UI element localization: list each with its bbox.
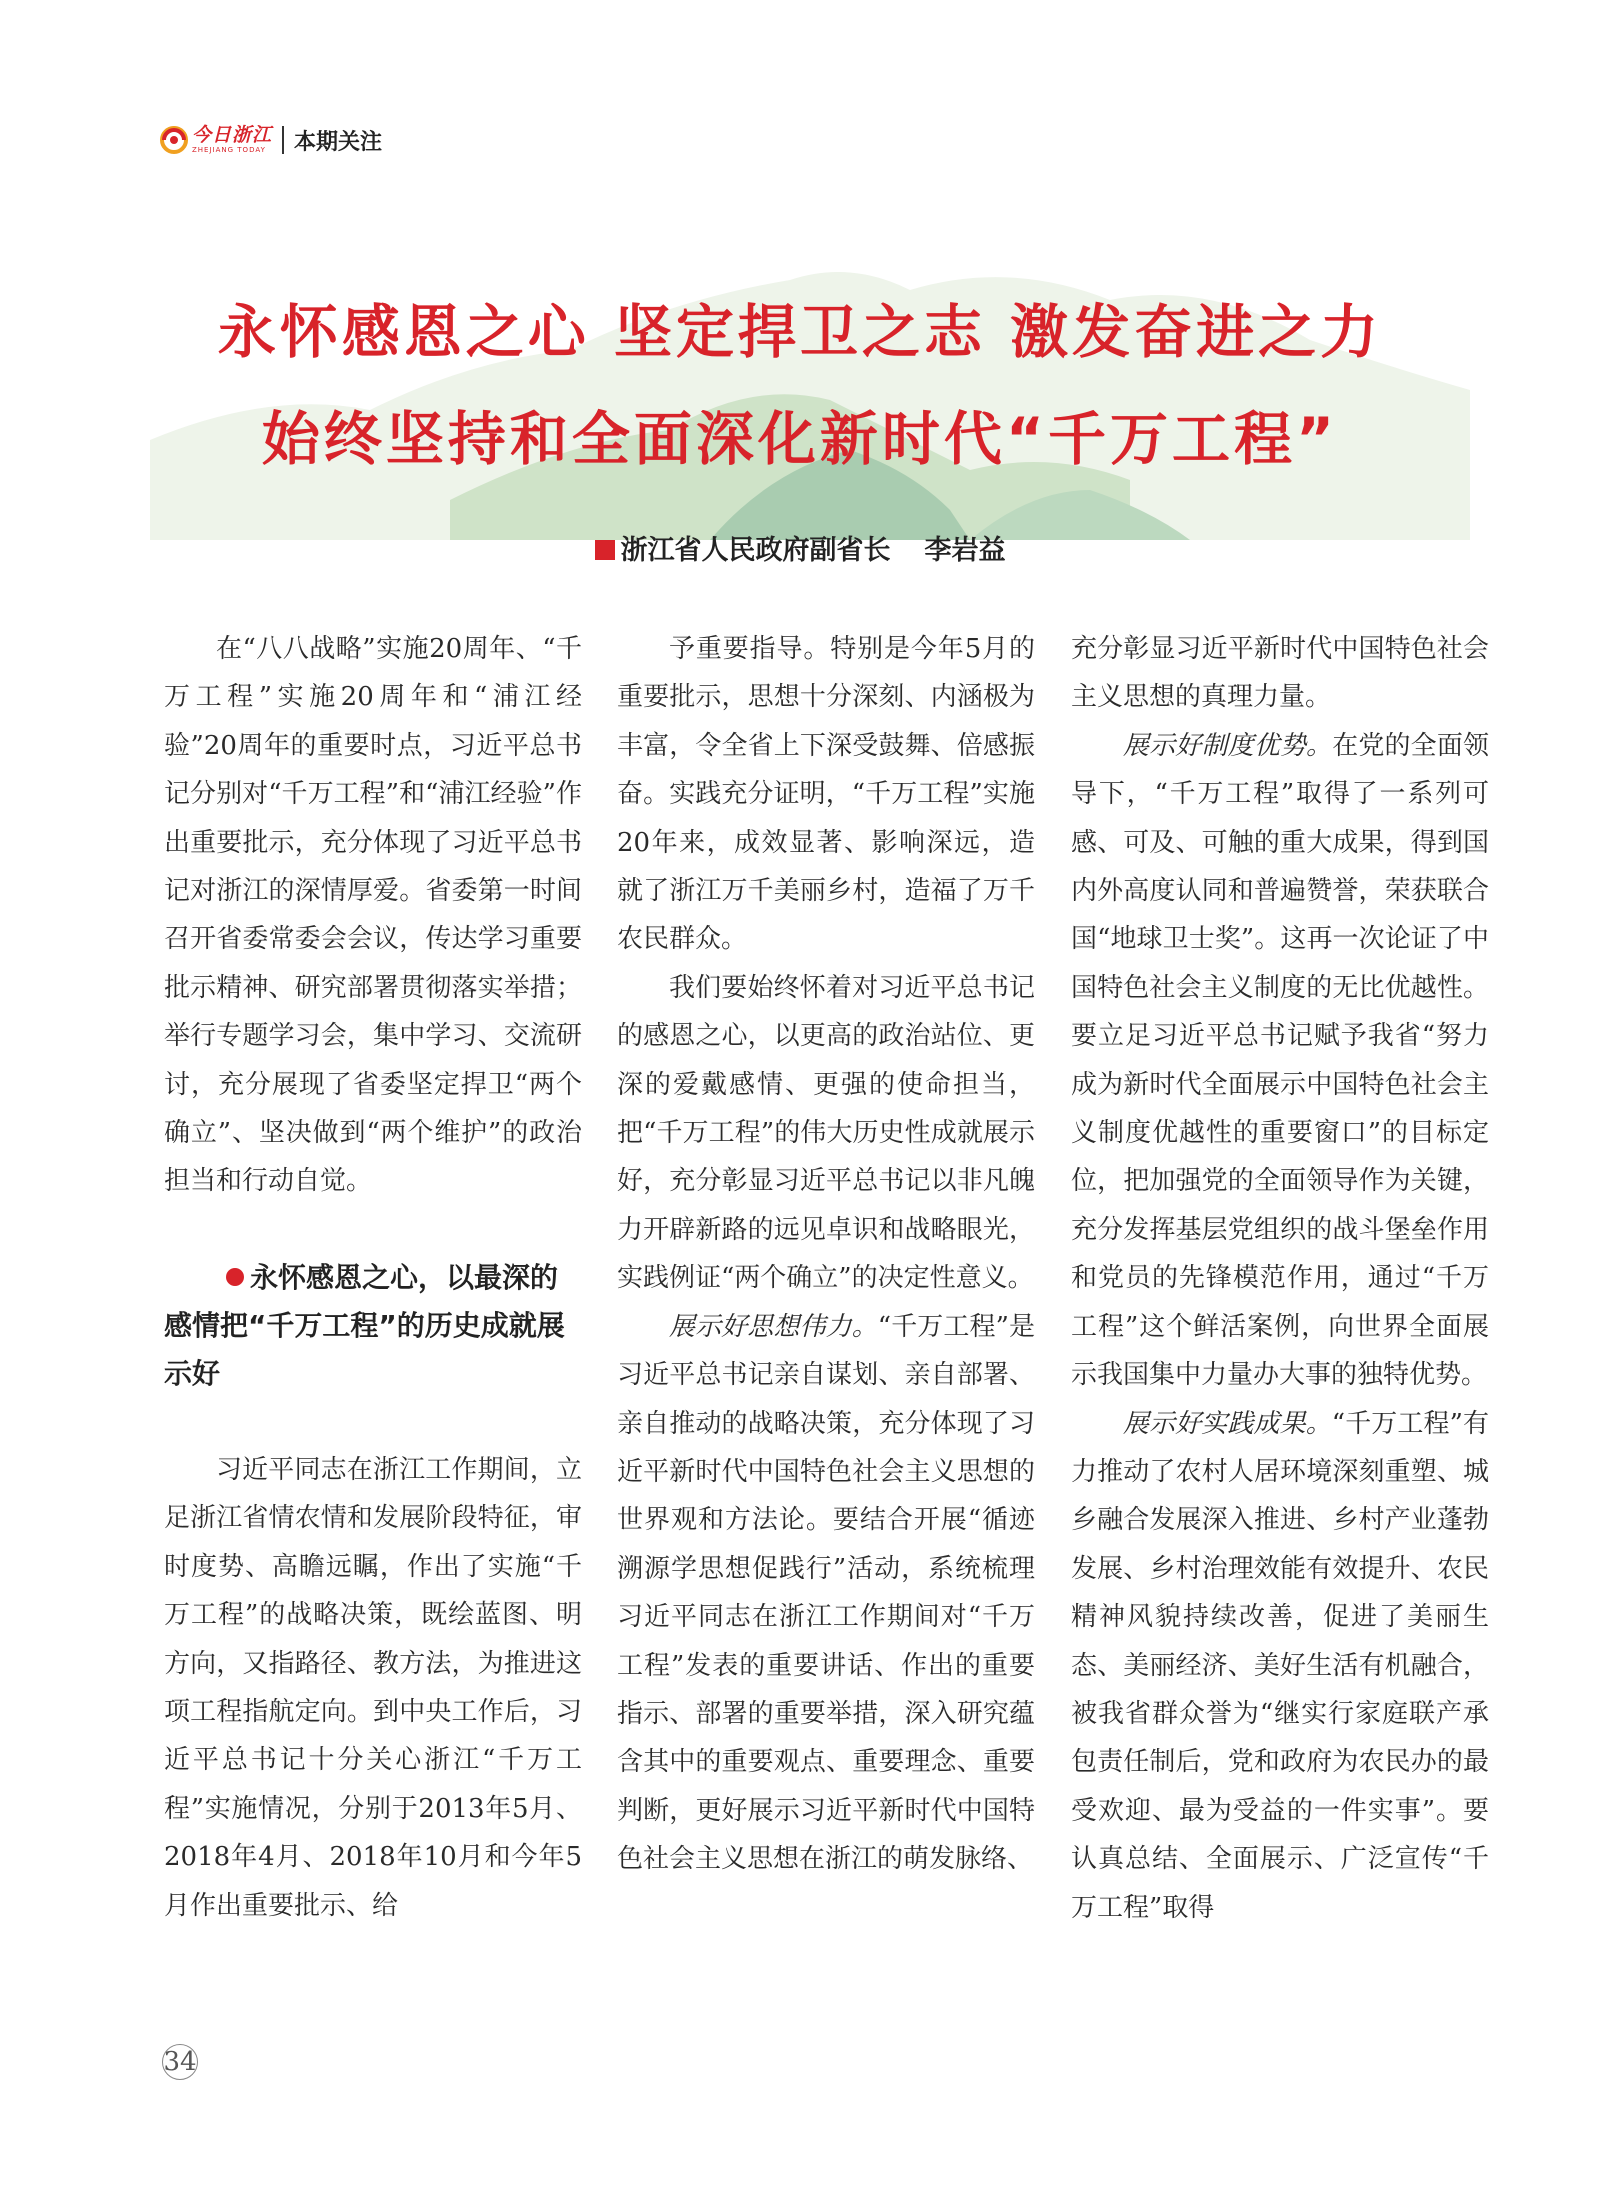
article-column-1 bbox=[164, 625, 582, 1930]
paragraph: 在“八八战略”实施20周年、“千万工程”实施20周年和“浦江经验”20周年的重要时点，习近平总书记分别对“千万工程”和“浦江经验”作出重要批示，充分体现了习近平总书记对浙江的深情厚爱。省委第一时间召开省委常委会会议，传达学习重要批示精神、研究部署贯彻落实举措；举行专题学习会，集中学习、交流研讨，充分展现了省委坚定捍卫“两个确立”、坚决做到“两个维护”的政治担当和行动自觉。 bbox=[164, 634, 582, 1197]
paragraph-body: “千万工程”有力推动了农村人居环境深刻重塑、城乡融合发展深入推进、乡村产业蓬勃发展、乡村治理效能有效提升、农民精神风貌持续改善，促进了美丽生态、美丽经济、美好生活有机融合，被我省群众誉为“继实行家庭联产承包责任制后，党和政府为农民办的最受欢迎、最为受益的一件实事”。要认真总结、全面展示、广泛宣传“千万工程”取得 bbox=[1071, 1408, 1489, 1923]
headline-line-1: 永怀感恩之心 坚定捍卫之志 激发奋进之力 bbox=[217, 298, 1383, 366]
header-divider bbox=[282, 126, 284, 154]
paragraph: 习近平同志在浙江工作期间，立足浙江省情农情和发展阶段特征，审时度势、高瞻远瞩，作出了实施“千万工程”的战略决策，既绘蓝图、明方向，又指路径、教方法，为推进这项工程指航定向。到中央工作后，习近平总书记十分关心浙江“千万工程”实施情况，分别于2013年5月、2018年4月、2018年10月和今年5月作出重要批示、给 bbox=[164, 1454, 582, 1921]
paragraph bbox=[1071, 722, 1489, 1400]
paragraph-lead: 展示好思想伟力。 bbox=[669, 1311, 878, 1342]
logo-swirl-icon bbox=[160, 126, 188, 154]
paragraph-body: “千万工程”是习近平总书记亲自谋划、亲自部署、亲自推动的战略决策，充分体现了习近平新时代中国特色社会主义思想的世界观和方法论。要结合开展“循迹溯源学思想促践行”活动，系统梳理习近平同志在浙江工作期间对“千万工程”发表的重要讲话、作出的重要指示、部署的重要举措，深入研究蕴含其中的重要观点、重要理念、重要判断，更好展示习近平新时代中国特色社会主义思想在浙江的萌发脉络、 bbox=[617, 1311, 1035, 1875]
paragraph bbox=[617, 1303, 1035, 1884]
logo-text: 今日浙江 bbox=[192, 124, 273, 146]
paragraph-lead: 展示好制度优势。 bbox=[1123, 730, 1333, 761]
red-square-icon bbox=[595, 540, 615, 560]
paragraph bbox=[1071, 1400, 1489, 1932]
masthead bbox=[160, 120, 382, 160]
section-heading bbox=[164, 1254, 582, 1398]
logo-subtext: ZHEJIANG TODAY bbox=[192, 146, 266, 154]
paragraph: 我们要始终怀着对习近平总书记的感恩之心，以更高的政治站位、更深的爱戴感情、更强的使命担当，把“千万工程”的伟大历史性成就展示好，充分彰显习近平总书记以非凡魄力开辟新路的远见卓识和战略眼光，实践例证“两个确立”的决定性意义。 bbox=[617, 972, 1035, 1294]
paragraph-body: 在党的全面领导下，“千万工程”取得了一系列可感、可及、可触的重大成果，得到国内外高度认同和普遍赞誉，荣获联合国“地球卫士奖”。这再一次论证了中国特色社会主义制度的无比优越性。要立足习近平总书记赋予我省“努力成为新时代全面展示中国特色社会主义制度优越性的重要窗口”的目标定位，把加强党的全面领导作为关键，充分发挥基层党组织的战斗堡垒作用和党员的先锋模范作用，通过“千万工程”这个鲜活案例，向世界全面展示我国集中力量办大事的独特优势。 bbox=[1071, 730, 1489, 1391]
paragraph-lead: 展示好实践成果。 bbox=[1123, 1408, 1332, 1439]
author-role: 浙江省人民政府副省长 bbox=[620, 535, 891, 566]
page-number: 34 bbox=[162, 2044, 198, 2080]
byline bbox=[0, 528, 1600, 567]
section-label: 本期关注 bbox=[294, 129, 383, 155]
article-column-3 bbox=[1071, 625, 1489, 1932]
magazine-logo bbox=[160, 126, 272, 154]
headline-line-2: 始终坚持和全面深化新时代“千万工程” bbox=[261, 405, 1339, 473]
red-dot-icon bbox=[226, 1268, 244, 1286]
paragraph: 充分彰显习近平新时代中国特色社会主义思想的真理力量。 bbox=[1071, 634, 1489, 713]
article-column-2 bbox=[617, 625, 1035, 1884]
paragraph: 予重要指导。特别是今年5月的重要批示，思想十分深刻、内涵极为丰富，令全省上下深受鼓舞、倍感振奋。实践充分证明，“千万工程”实施20年来，成效显著、影响深远，造就了浙江万千美丽乡村，造福了万千农民群众。 bbox=[617, 634, 1035, 955]
section-heading-text: 永怀感恩之心，以最深的感情把“千万工程”的历史成就展示好 bbox=[164, 1260, 565, 1390]
author-name: 李岩益 bbox=[924, 535, 1006, 566]
